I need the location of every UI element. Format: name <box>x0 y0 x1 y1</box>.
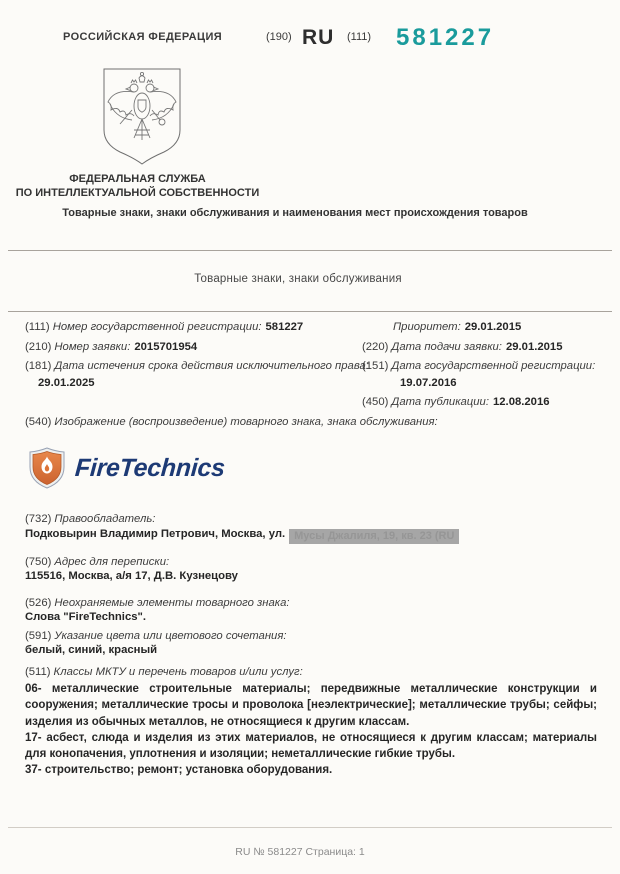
field-publication-date: (450) Дата публикации: 12.08.2016 <box>362 396 550 408</box>
field-expiry-date-value: 29.01.2025 <box>38 377 95 389</box>
field-colors-value: белый, синий, красный <box>25 644 158 656</box>
field-registration-date-label: (151) Дата государственной регистрации: <box>362 360 596 372</box>
inid-code-111: (111) <box>347 31 372 43</box>
redacted-address: Мусы Джалиля, 19, кв. 23 (RU <box>294 530 455 542</box>
agency-line2: ПО ИНТЕЛЛЕКТУАЛЬНОЙ СОБСТВЕННОСТИ <box>15 187 260 199</box>
field-registration-date-value: 19.07.2016 <box>400 377 457 389</box>
agency-line1: ФЕДЕРАЛЬНАЯ СЛУЖБА <box>69 173 206 185</box>
inid-code-190: (190) <box>266 31 292 43</box>
redaction-box <box>289 529 459 544</box>
class-item-17: 17- асбест, слюда и изделия из этих материалов, не относящиеся к другим классам; материалы для конопачения, уплотнения и изоляции; неметаллические гибкие трубы. <box>25 731 597 761</box>
register-subtitle: Товарные знаки, знаки обслуживания и наименования мест происхождения товаров <box>62 207 528 219</box>
field-expiry-date-label: (181) Дата истечения срока действия исключительного права: <box>25 360 369 372</box>
trademark-logo <box>28 447 225 489</box>
country-name: РОССИЙСКАЯ ФЕДЕРАЦИЯ <box>63 31 223 43</box>
field-address-label: (750) Адрес для переписки: <box>25 556 170 568</box>
field-unprotected-label: (526) Неохраняемые элементы товарного знака: <box>25 597 290 609</box>
field-address-value: 115516, Москва, а/я 17, Д.В. Кузнецову <box>25 570 238 582</box>
class-item-37: 37- строительство; ремонт; установка оборудования. <box>25 764 333 777</box>
divider-top <box>8 250 612 251</box>
divider-under-title <box>8 311 612 312</box>
coat-of-arms-emblem <box>98 66 186 171</box>
field-filing-date: (220) Дата подачи заявки: 29.01.2015 <box>362 341 563 353</box>
double-headed-eagle-icon <box>98 66 186 166</box>
registration-number: 581227 <box>396 24 495 51</box>
field-classes-label: (511) Классы МКТУ и перечень товаров и/или услуг: <box>25 666 303 678</box>
field-colors-label: (591) Указание цвета или цветового сочетания: <box>25 630 287 642</box>
classes-list <box>25 681 597 779</box>
agency-name <box>10 172 265 200</box>
field-mark-image-label: (540) Изображение (воспроизведение) товарного знака, знака обслуживания: <box>25 416 438 428</box>
fire-shield-icon <box>28 447 66 489</box>
document-type-title: Товарные знаки, знаки обслуживания <box>194 273 402 285</box>
class-item-06: 06- металлические строительные материалы; передвижные металлические конструкции и сооружения; металлические тросы и проволока [неэлектрические]; металлические трубы; сейфы; изделия из обычных металлов, не относящиеся к другим классам. <box>25 683 597 728</box>
field-holder-label: (732) Правообладатель: <box>25 513 156 525</box>
field-priority: Приоритет: 29.01.2015 <box>393 321 522 333</box>
divider-footer <box>8 827 612 828</box>
field-holder-value: Подковырин Владимир Петрович, Москва, ул. Мусы Джалиля, 19, кв. 23 (RU <box>25 528 459 544</box>
country-code: RU <box>302 26 335 49</box>
logo-wordmark: FireTechnics <box>74 453 226 482</box>
field-application-number: (210) Номер заявки: 2015701954 <box>25 341 198 353</box>
field-unprotected-value: Слова "FireTechnics". <box>25 611 147 623</box>
field-registration-number: (111) Номер государственной регистрации: 581227 <box>25 321 304 333</box>
page-footer: RU № 581227 Страница: 1 <box>235 846 365 858</box>
